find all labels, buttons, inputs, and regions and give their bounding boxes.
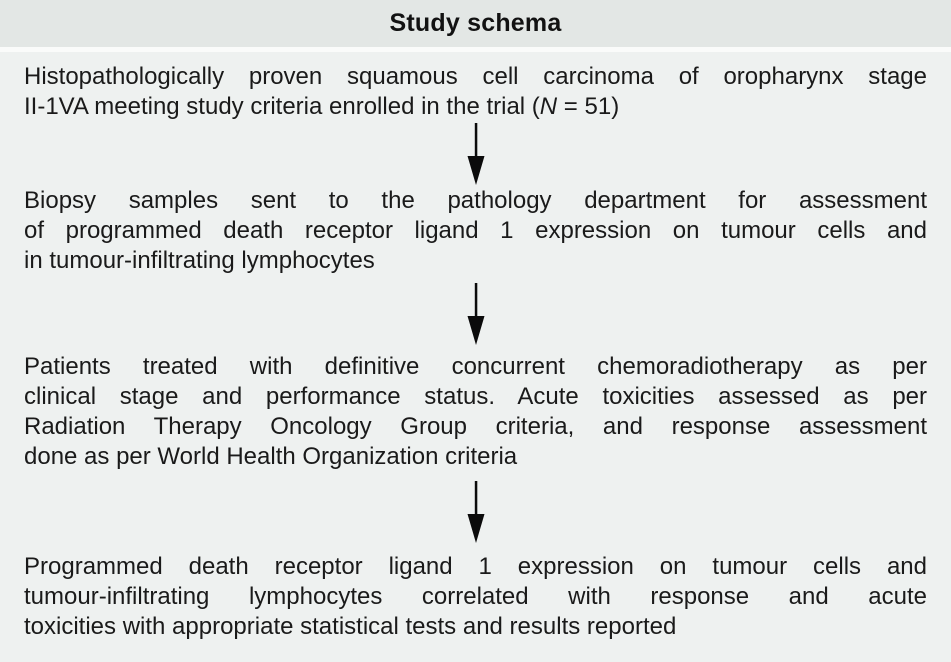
text-line [24, 92, 927, 122]
down-arrow-icon [466, 283, 486, 345]
text-line: Histopathologically proven squamous cell carcinoma of oropharynx stage [24, 63, 927, 90]
text-line: Biopsy samples sent to the pathology department for assessment [24, 187, 927, 214]
text-line: clinical stage and performance status. Acute toxicities assessed as per [24, 383, 927, 410]
text-line: Programmed death receptor ligand 1 expression on tumour cells and [24, 553, 927, 580]
flow-step-treatment [24, 352, 927, 472]
flow-step-correlation-reporting [24, 552, 927, 642]
flow-arrow-2 [24, 276, 927, 352]
text-line: in tumour-infiltrating lymphocytes [24, 247, 375, 274]
italic-n: N [539, 93, 558, 120]
text-segment: = 51) [557, 93, 620, 120]
down-arrow-icon [466, 123, 486, 185]
down-arrow-icon [466, 481, 486, 543]
text-line: Radiation Therapy Oncology Group criteria, and response assessment [24, 413, 927, 440]
text-segment: II-1VA meeting study criteria enrolled in the trial ( [24, 93, 540, 120]
flow-arrow-1 [24, 122, 927, 186]
text-line: of programmed death receptor ligand 1 expression on tumour cells and [24, 217, 927, 244]
flow-step-enrollment [24, 62, 927, 122]
figure-header [0, 0, 951, 47]
figure-title: Study schema [389, 9, 562, 37]
text-line: Patients treated with definitive concurrent chemoradiotherapy as per [24, 353, 927, 380]
text-line: tumour-infiltrating lymphocytes correlated with response and acute [24, 583, 927, 610]
text-line: done as per World Health Organization criteria [24, 443, 518, 470]
flow-step-biopsy-assessment [24, 186, 927, 276]
flow-arrow-3 [24, 472, 927, 552]
text-line: toxicities with appropriate statistical tests and results reported [24, 613, 677, 640]
flowchart [0, 52, 951, 642]
